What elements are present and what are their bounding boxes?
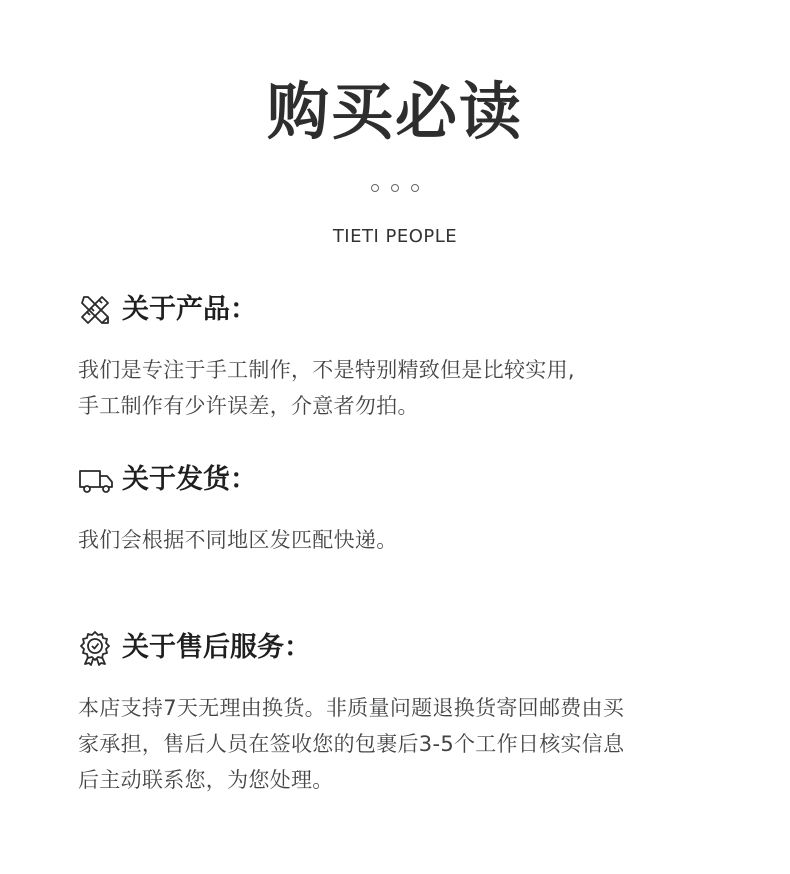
section-title: 关于产品：: [122, 294, 257, 325]
section-heading: [78, 460, 718, 500]
section-title: 关于发货：: [122, 464, 257, 495]
section-title: 关于售后服务：: [122, 632, 311, 663]
delivery-truck-icon: [78, 462, 114, 498]
section-after-sale: [78, 628, 718, 798]
brand-subtitle: TIETI PEOPLE: [332, 226, 458, 247]
section-body: [78, 522, 718, 558]
section-body: [78, 690, 718, 798]
dot-icon: [371, 184, 379, 192]
dot-icon: [391, 184, 399, 192]
section-heading: [78, 628, 718, 668]
body-line: 我们是专注于手工制作，不是特别精致但是比较实用,: [78, 358, 575, 382]
dot-icon: [411, 184, 419, 192]
page-title: 购买必读: [266, 75, 523, 148]
body-line: 家承担，售后人员在签收您的包裹后3-5个工作日核实信息: [78, 732, 625, 756]
body-line: 手工制作有少许误差，介意者勿拍。: [78, 394, 419, 418]
section-heading: [78, 290, 718, 330]
body-line: 本店支持7天无理由换货。非质量问题退换货寄回邮费由买: [78, 696, 625, 720]
award-badge-icon: [78, 630, 114, 666]
decorative-dots: [0, 182, 790, 194]
section-product: [78, 290, 718, 424]
body-line: 后主动联系您，为您处理。: [78, 768, 334, 792]
section-shipping: [78, 460, 718, 558]
section-body: [78, 352, 718, 424]
body-line: 我们会根据不同地区发匹配快递。: [78, 528, 398, 552]
pencil-ruler-icon: [78, 292, 114, 328]
